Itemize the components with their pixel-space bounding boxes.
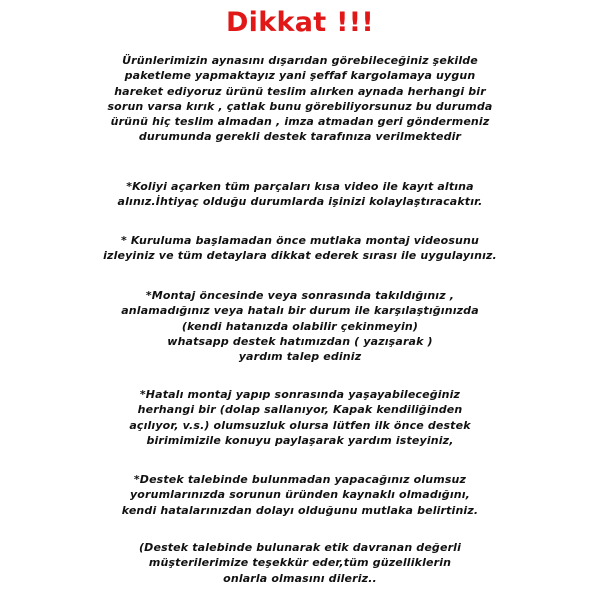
text-line: *Hatalı montaj yapıp sonrasında yaşayabileceğiniz	[139, 388, 461, 401]
text-line: paketleme yapmaktayız yani şeffaf kargolamaya uygun	[124, 69, 476, 83]
text-line: whatsapp destek hatımızdan ( yazışarak )	[167, 334, 433, 348]
text-line: herhangi bir (dolap sallanıyor, Kapak kendiliğinden	[137, 403, 463, 417]
text-line: Ürünlerimizin aynasını dışarıdan görebileceğiniz şekilde	[122, 54, 478, 67]
text-line: ürünü hiç teslim almadan , imza atmadan geri göndermeniz	[110, 115, 490, 129]
text-line: onlarla olmasını dileriz..	[223, 571, 377, 585]
text-line: yorumlarınızda sorunun üründen kaynaklı olmadığını,	[129, 488, 470, 502]
text-line: kendi hatalarınızdan dolayı olduğunu mutlaka belirtiniz.	[121, 503, 479, 517]
text-line: *Koliyi açarken tüm parçaları kısa video ile kayıt altına	[126, 180, 474, 193]
paragraph-reviews	[0, 472, 600, 518]
paragraph-thanks	[0, 540, 600, 586]
page-title: Dikkat !!!	[225, 7, 375, 38]
text-line: açılıyor, v.s.) olumsuzluk olursa lütfen ilk önce destek	[129, 418, 471, 432]
text-line: alınız.İhtiyaç olduğu durumlarda işinizi kolaylaştıracaktır.	[117, 195, 483, 209]
text-line: anlamadığınız veya hatalı bir durum ile karşılaştığınızda	[121, 304, 479, 318]
text-line: (Destek talebinde bulunarak etik davranan değerli	[139, 541, 461, 554]
paragraph-video-record	[0, 179, 600, 210]
text-line: (kendi hatanızda olabilir çekinmeyin)	[181, 319, 419, 333]
text-line: birimimizile konuyu paylaşarak yardım isteyiniz,	[146, 433, 454, 447]
paragraph-assembly-video	[0, 233, 600, 264]
text-line: *Montaj öncesinde veya sonrasında takıldığınız ,	[145, 289, 455, 302]
text-line: hareket ediyoruz ürünü teslim alırken aynada herhangi bir	[114, 84, 486, 98]
text-line: *Destek talebinde bulunmadan yapacağınız olumsuz	[133, 473, 467, 486]
paragraph-faulty-assembly	[0, 387, 600, 448]
text-line: yardım talep ediniz	[238, 350, 362, 364]
text-line: sorun varsa kırık , çatlak bunu görebiliyorsunuz bu durumda	[107, 99, 493, 113]
text-line: izleyiniz ve tüm detaylara dikkat ederek sırası ile uygulayınız.	[103, 249, 497, 263]
text-line: durumunda gerekli destek tarafınıza verilmektedir	[138, 130, 462, 144]
text-line: * Kuruluma başlamadan önce mutlaka montaj videosunu	[121, 234, 479, 247]
paragraph-support-contact	[0, 288, 600, 364]
text-line: müşterilerimize teşekkür eder,tüm güzelliklerin	[148, 556, 452, 570]
paragraph-packaging	[0, 53, 600, 145]
